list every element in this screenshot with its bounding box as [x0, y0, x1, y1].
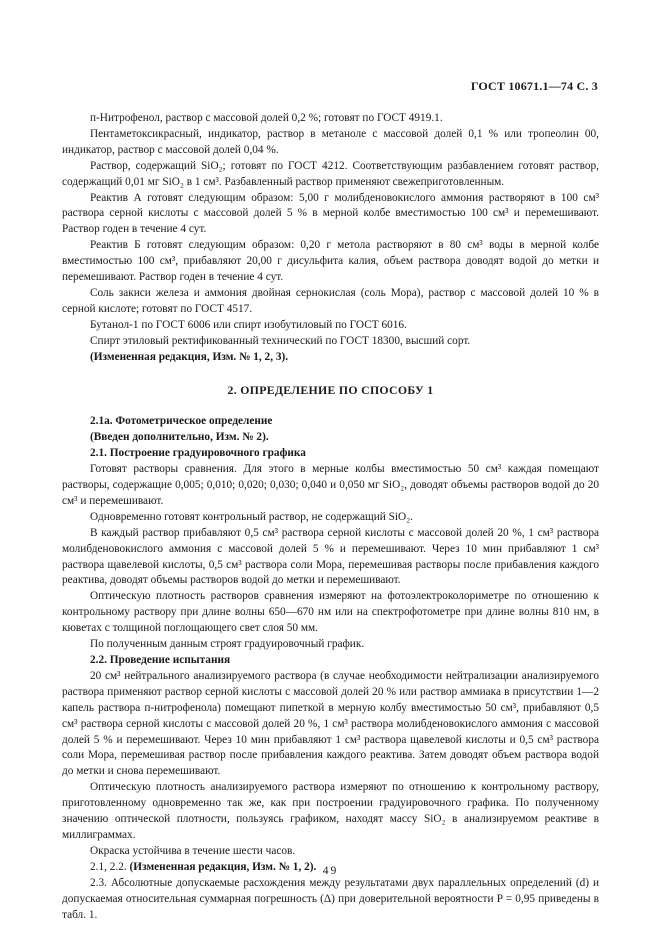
- text-paragraph: Реактив А готовят следующим образом: 5,00 г молибденовокислого аммония растворяют в 100 см³ раствора серной кислоты с массовой долей 5 % в мерной колбе вместимостью 100 см³ и перемешивают. Раствор годен в течение 4 сут.: [62, 191, 599, 236]
- text-paragraph: 2.3. Абсолютные допускаемые расхождения между результатами двух параллельных определений (d) и допускаемая относительная суммарная погрешность (Δ) при доверительной вероятности P = 0,95 приведены в табл. 1.: [62, 876, 599, 921]
- subsection-heading: 2.2. Проведение испытания: [90, 654, 231, 666]
- amendment-note: (Измененная редакция, Изм. № 1, 2, 3).: [90, 350, 289, 363]
- amendment-prefix: 2.1, 2.2.: [90, 860, 127, 873]
- text-paragraph: Готовят растворы сравнения. Для этого в мерные колбы вместимостью 50 см³ каждая помещают растворы, содержащие 0,005; 0,010; 0,020; 0,030; 0,040 и 0,050 мг SiO₂, доводят объемы растворов водой до 20 см³ и перемешивают.: [62, 463, 599, 507]
- text-paragraph: Оптическую плотность растворов сравнения измеряют на фотоэлектроколориметре по отношению к контрольному раствору при длине волны 650—670 нм или на спектрофотометре при длине волны 810 нм, в кюветах с толщиной поглощающего свет слоя 50 мм.: [62, 590, 599, 635]
- text-paragraph: Оптическую плотность анализируемого раствора измеряют по отношению к контрольному раствору, приготовленному одновременно так же, как при построении градуировочного графика. По полученному значению оптической плотности, пользуясь графиком, находят массу SiO₂ в анализируемом реактиве в миллиграммах.: [62, 781, 599, 841]
- text-paragraph: Реактив Б готовят следующим образом: 0,20 г метола растворяют в 80 см³ воды в мерной колбе вместимостью 100 см³, прибавляют 20,00 г дисульфита калия, объем раствора доводят водой до метки и перемешивают. Раствор годен в течение 4 сут.: [62, 239, 599, 284]
- text-paragraph: Окраска устойчива в течение шести часов.: [90, 844, 296, 857]
- text-paragraph: Спирт этиловый ректификованный технический по ГОСТ 18300, высший сорт.: [90, 334, 471, 347]
- text-paragraph: Одновременно готовят контрольный раствор, не содержащий SiO₂.: [90, 510, 413, 523]
- text-paragraph: п-Нитрофенол, раствор с массовой долей 0,2 %; готовят по ГОСТ 4919.1.: [90, 112, 443, 124]
- text-paragraph: Раствор, содержащий SiO₂; готовят по ГОСТ 4212. Соответствующим разбавлением готовят раствор, содержащий 0,01 мг SiO₂ в 1 см³. Разбавленный раствор применяют свежеприготовленным.: [62, 159, 599, 188]
- page-header: ГОСТ 10671.1—74 С. 3: [470, 79, 598, 93]
- section-title: 2. ОПРЕДЕЛЕНИЕ ПО СПОСОБУ 1: [227, 382, 434, 397]
- text-paragraph: Бутанол-1 по ГОСТ 6006 или спирт изобутиловый по ГОСТ 6016.: [90, 318, 407, 331]
- text-paragraph: По полученным данным строят градуировочный график.: [90, 638, 365, 651]
- amendment-note: (Измененная редакция, Изм. № 1, 2).: [129, 860, 317, 873]
- subsection-note: (Введен дополнительно, Изм. № 2).: [90, 431, 269, 444]
- text-paragraph: Соль закиси железа и аммония двойная сернокислая (соль Мора), раствор с массовой долей 10 % в серной кислоте; готовят по ГОСТ 4517.: [62, 286, 599, 315]
- page-number: 49: [322, 865, 339, 877]
- text-paragraph: Пентаметоксикрасный, индикатор, раствор в метаноле с массовой долей 0,1 % или тропеолин 00, индикатор, раствор с массовой долей 0,04 %.: [62, 127, 599, 156]
- text-paragraph: 20 см³ нейтрального анализируемого раствора (в случае необходимости нейтрализации анализируемого раствора применяют раствор серной кислоты с массовой долей 20 % или раствор аммиака в присутствии 1—2 капель раствора п-нитрофенола) помещают пипеткой в мерную колбу вместимостью 50 см³, прибавляют 0,5 см³ раствора серной кислоты с массовой долей 20 %, 1 см³ раствора молибденовокислого аммония с массовой долей 5 % и перемешивают. Через 10 мин прибавляют 1 см³ раствора щавелевой кислоты и 0,5 см³ раствора соли Мора, перемешивая раствор после прибавления каждого реактива. Затем доводят объем раствора водой до метки и снова перемешивают.: [62, 669, 599, 778]
- text-paragraph: В каждый раствор прибавляют 0,5 см³ раствора серной кислоты с массовой долей 20 %, 1 см³ раствора молибденовокислого аммония с массовой долей 5 % и перемешивают. Через 10 мин прибавляют 1 см³ раствора щавелевой кислоты, 0,5 см³ раствора соли Мора, перемешивая растворы после прибавления каждого реактива, доводят объемы растворов водой до метки и перемешивают.: [62, 526, 599, 587]
- subsection-heading: 2.1а. Фотометрическое определение: [90, 415, 273, 428]
- subsection-heading: 2.1. Построение градуировочного графика: [90, 447, 306, 460]
- page-body: [62, 111, 599, 923]
